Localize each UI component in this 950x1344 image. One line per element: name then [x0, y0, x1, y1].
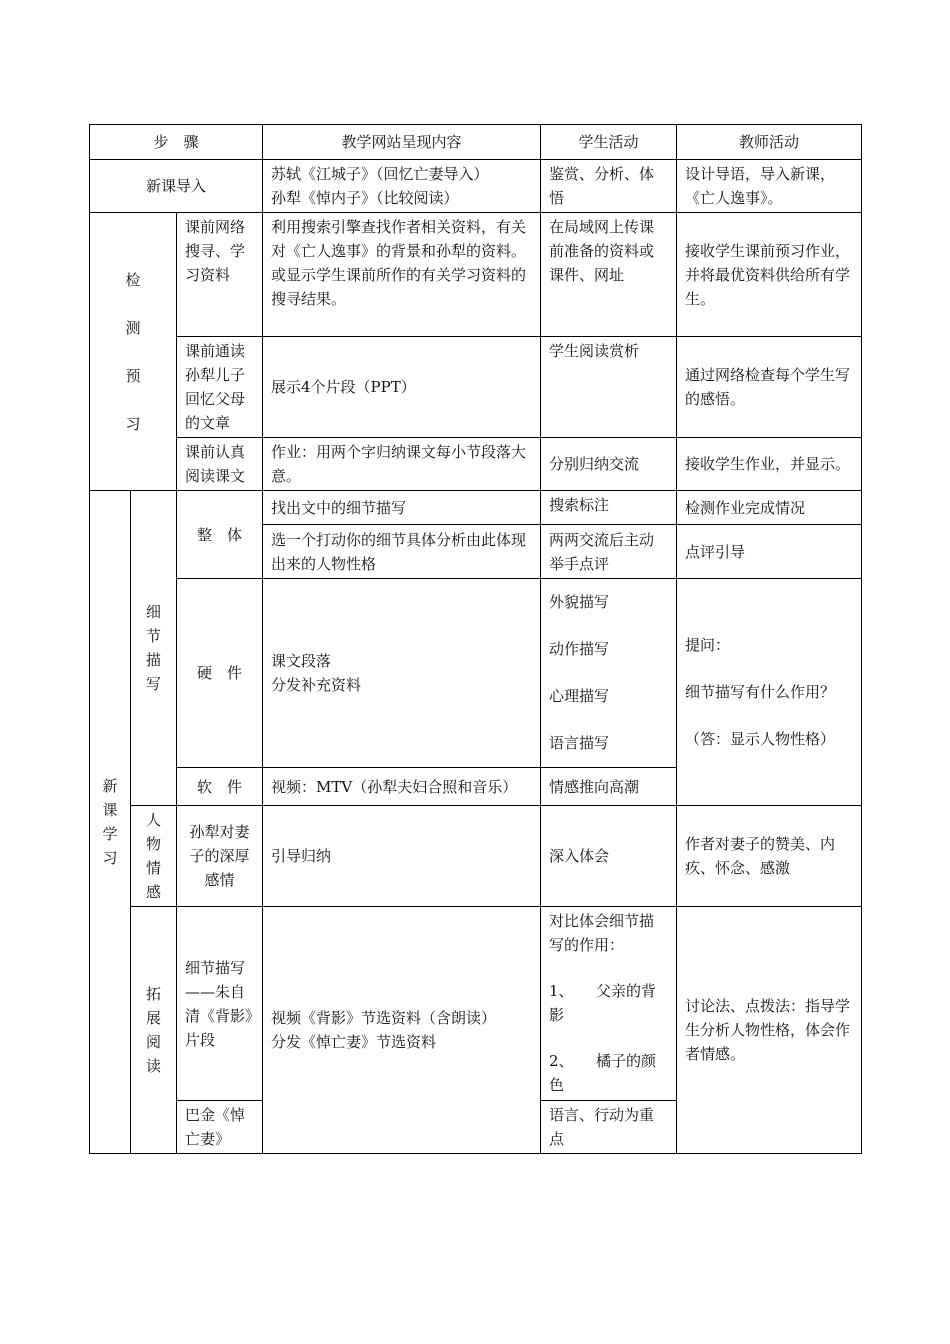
preview-teacher-2: 通过网络检查每个学生写的感悟。 [677, 337, 862, 438]
whole-teacher-1: 检测作业完成情况 [677, 491, 862, 525]
whole-content-2: 选一个打动你的细节具体分析由此体现出来的人物性格 [263, 525, 541, 579]
preview-content-1: 利用搜索引擎查找作者相关资料，有关对《亡人逸事》的背景和孙犁的资料。 或显示学生课前所作的有关学习资料的搜寻结果。 [271, 218, 527, 308]
lesson-plan-table [89, 124, 862, 1154]
hardware-student-1: 外貌描写 [549, 593, 610, 611]
whole-teacher-2: 点评引导 [677, 525, 862, 579]
preview-label: 检 测 预 习 [125, 270, 141, 433]
extend-teacher: 讨论法、点拨法：指导学生分析人物性格，体会作者情感。 [677, 907, 862, 1154]
whole-row-1 [90, 491, 862, 525]
whole-content-1: 找出文中的细节描写 [263, 491, 541, 525]
preview-row-1 [90, 213, 862, 337]
preview-row-3 [90, 438, 862, 491]
hardware-teacher-2: 细节描写有什么作用？ [685, 682, 836, 701]
hardware-teacher-3: （答：显示人物性格） [685, 729, 836, 748]
hardware-student-4: 语言描写 [549, 734, 610, 752]
header-content: 教学网站呈现内容 [263, 125, 541, 160]
emotion-student: 深入体会 [541, 806, 677, 907]
preview-row-2 [90, 337, 862, 438]
intro-student: 鉴赏、分析、体悟 [541, 160, 677, 213]
preview-student-1: 在局域网上传课前准备的资料或课件、网址 [541, 213, 677, 337]
preview-teacher-1: 接收学生课前预习作业，并将最优资料供给所有学生。 [677, 213, 862, 337]
hardware-student-3: 心理描写 [549, 687, 610, 705]
header-student: 学生活动 [541, 125, 677, 160]
preview-student-2: 学生阅读赏析 [541, 337, 677, 438]
extend-row-1 [90, 907, 862, 1101]
whole-label: 整 体 [177, 491, 263, 579]
newlesson-label: 新 课 学 习 [102, 777, 118, 867]
intro-row [90, 160, 862, 213]
extend-student-2: 语言、行动为重点 [541, 1101, 677, 1154]
software-student: 情感推向高潮 [541, 768, 677, 806]
header-step: 步 骤 [90, 125, 263, 160]
extend-student-item-1: 1、 父亲的背影 [549, 982, 657, 1024]
preview-teacher-3: 接收学生作业，并显示。 [677, 438, 862, 491]
whole-student-2: 两两交流后主动举手点评 [541, 525, 677, 579]
emotion-sub: 孙犁对妻子的深厚感情 [177, 806, 263, 907]
hardware-teacher-1: 提问： [685, 635, 731, 654]
preview-content-3: 作业：用两个字归纳课文每小节段落大意。 [263, 438, 541, 491]
software-content: 视频：MTV（孙犁夫妇合照和音乐） [263, 768, 541, 806]
emotion-label: 人 物 情 感 [145, 811, 161, 901]
extend-student-intro: 对比体会细节描写的作用： [549, 912, 655, 954]
intro-content: 苏轼《江城子》（回忆亡妻导入） 孙犁《悼内子》（比较阅读） [271, 165, 489, 207]
hardware-label: 硬 件 [177, 579, 263, 768]
extend-sub-2: 巴金《悼亡妻》 [177, 1101, 263, 1154]
extend-student-item-2: 2、 橘子的颜色 [549, 1052, 657, 1094]
emotion-teacher: 作者对妻子的赞美、内疚、怀念、感激 [677, 806, 862, 907]
hardware-content: 课文段落 分发补充资料 [271, 652, 362, 694]
extend-label: 拓 展 阅 读 [145, 985, 161, 1075]
hardware-row [90, 579, 862, 768]
software-label: 软 件 [177, 768, 263, 806]
intro-step: 新课导入 [90, 160, 263, 213]
extend-content: 视频《背影》节选资料（含朗读） 分发《悼亡妻》节选资料 [271, 1009, 497, 1051]
preview-sub-1: 课前网络搜寻、学习资料 [177, 213, 263, 337]
header-teacher: 教师活动 [677, 125, 862, 160]
hardware-student-2: 动作描写 [549, 640, 610, 658]
emotion-row [90, 806, 862, 907]
detail-label: 细 节 描 写 [145, 603, 161, 693]
preview-student-3: 分别归纳交流 [541, 438, 677, 491]
emotion-content: 引导归纳 [263, 806, 541, 907]
preview-sub-2: 课前通读孙犁儿子回忆父母的文章 [177, 337, 263, 438]
intro-teacher: 设计导语，导入新课，《亡人逸事》。 [677, 160, 862, 213]
preview-sub-3: 课前认真阅读课文 [177, 438, 263, 491]
header-row [90, 125, 862, 160]
extend-sub-1: 细节描写——朱自清《背影》片段 [177, 907, 263, 1101]
whole-student-1: 搜索标注 [541, 491, 677, 525]
preview-content-2: 展示4个片段（PPT） [263, 337, 541, 438]
